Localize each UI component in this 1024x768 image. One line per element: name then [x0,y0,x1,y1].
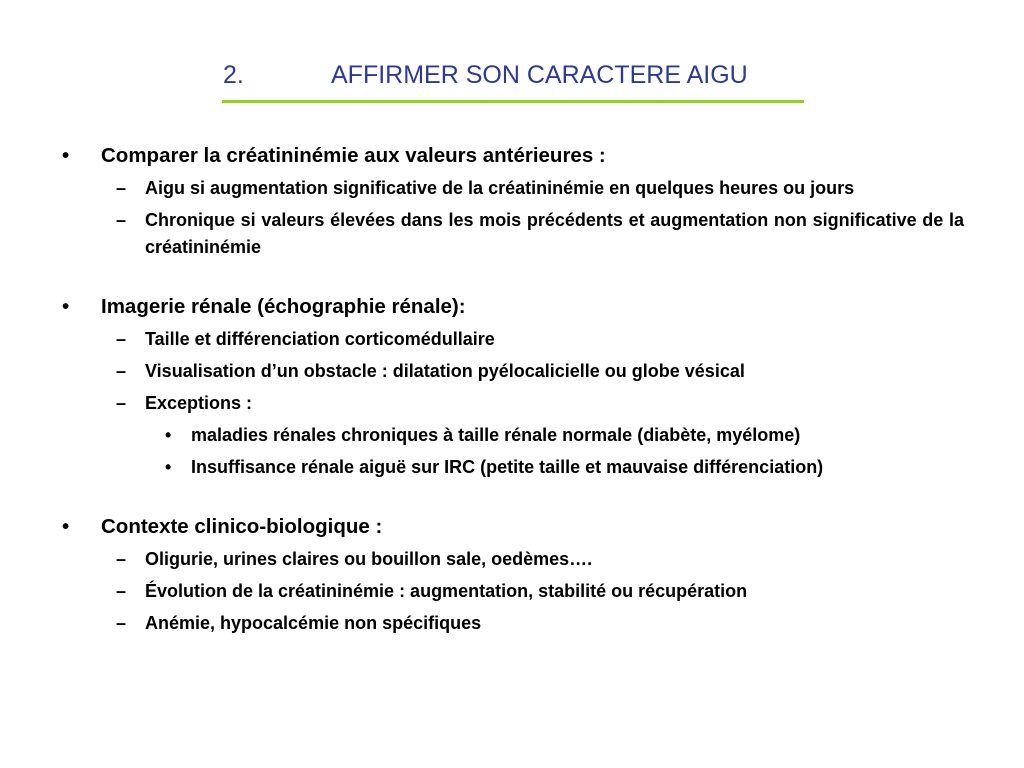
list-item [60,175,964,202]
dash-icon: – [116,549,127,569]
item-text: Exceptions : [145,393,253,413]
slide-title-block [220,58,804,92]
list-item [60,546,964,573]
heading-text: Comparer la créatininémie aux valeurs antérieures : [101,144,606,167]
slide-title [220,58,804,92]
bullet-icon: • [165,457,172,477]
section-heading-imagerie [60,293,964,321]
bullet-icon: • [62,295,70,318]
bullet-icon: • [62,515,70,538]
dash-icon: – [116,210,127,230]
list-item [60,326,964,353]
title-text: AFFIRMER SON CARACTERE AIGU [331,61,748,89]
heading-text: Contexte clinico-biologique : [101,515,383,538]
bullet-icon: • [165,425,172,445]
sub-list-item [60,454,964,481]
sub-list-item [60,422,964,449]
dash-icon: – [116,581,127,601]
dash-icon: – [116,178,127,198]
spacer [60,481,964,508]
section-heading-contexte [60,513,964,541]
list-item [60,358,964,385]
slide-body [60,142,964,637]
item-text: Évolution de la créatininémie : augmentation, stabilité ou récupération [145,581,748,601]
item-text: Aigu si augmentation significative de la créatininémie en quelques heures ou jours [145,178,855,198]
item-text: maladies rénales chroniques à taille rénale normale (diabète, myélome) [191,425,801,445]
item-text: Anémie, hypocalcémie non spécifiques [145,613,482,633]
spacer [60,261,964,288]
item-text: Visualisation d’un obstacle : dilatation pyélocalicielle ou globe vésical [145,361,745,381]
title-number: 2. [223,61,244,89]
dash-icon: – [116,361,127,381]
section-heading-creatinine [60,142,964,170]
item-text: Chronique si valeurs élevées dans les mois précédents et augmentation non significative de la créatininémie [145,210,964,257]
title-underline [222,100,804,103]
heading-text: Imagerie rénale (échographie rénale): [101,295,466,318]
bullet-icon: • [62,144,70,167]
item-text: Insuffisance rénale aiguë sur IRC (petite taille et mauvaise différenciation) [191,457,824,477]
item-text: Oligurie, urines claires ou bouillon sale, oedèmes…. [145,549,593,569]
dash-icon: – [116,329,127,349]
list-item [60,610,964,637]
list-item [60,390,964,417]
item-text: Taille et différenciation corticomédullaire [145,329,495,349]
list-item [60,578,964,605]
dash-icon: – [116,393,127,413]
dash-icon: – [116,613,127,633]
list-item [60,207,964,261]
